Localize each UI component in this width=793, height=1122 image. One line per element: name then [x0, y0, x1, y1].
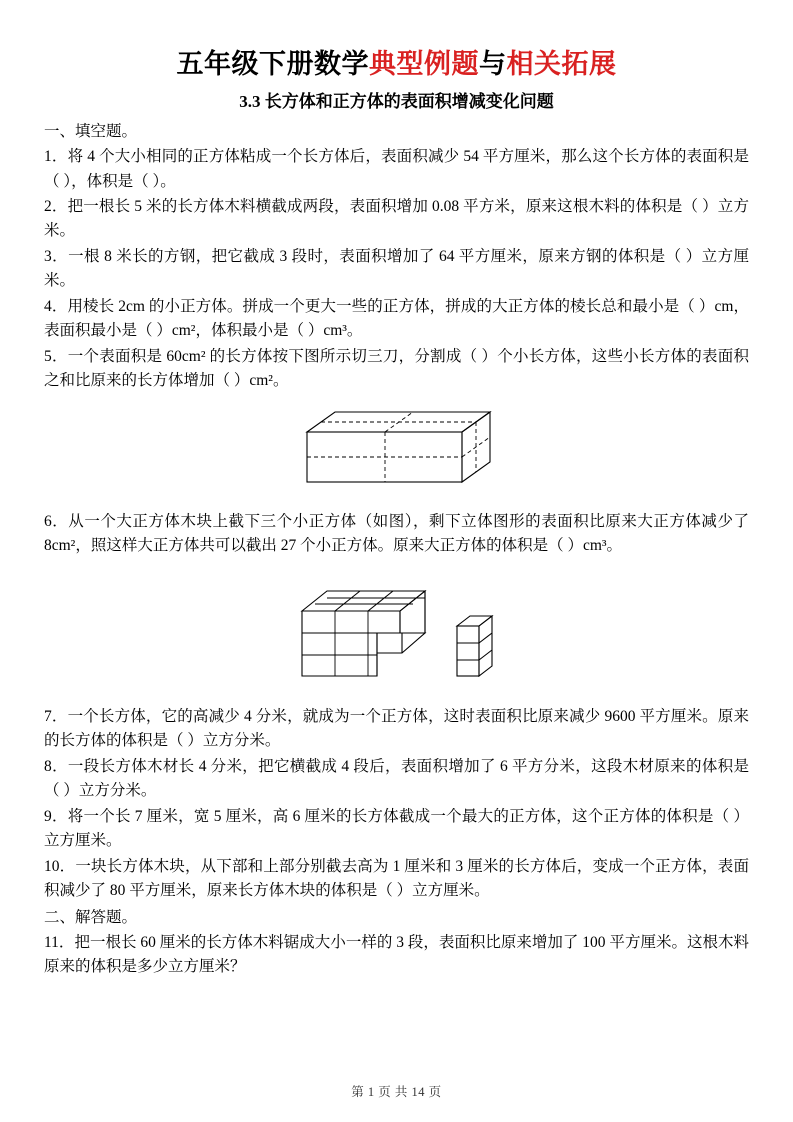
question-1-text: 将 4 个大小相同的正方体粘成一个长方体后，表面积减少 54 平方厘米，那么这个长方体的表面积是（ ），体积是（ ）。 — [44, 148, 749, 190]
question-7-text: 一个长方体，它的高减少 4 分米，就成为一个正方体，这时表面积比原来减少 9600 平方厘米。原来的长方体的体积是（ ）立方分米。 — [44, 707, 749, 750]
question-7 — [44, 705, 749, 754]
cube-cut-diagram-svg — [282, 571, 512, 693]
question-9-number: 9． — [44, 807, 68, 825]
question-9-text: 将一个长 7 厘米，宽 5 厘米，高 6 厘米的长方体截成一个最大的正方体，这个正方体的体积是（ ）立方厘米。 — [44, 807, 749, 850]
page-subtitle: 3.3 长方体和正方体的表面积增减变化问题 — [239, 92, 554, 111]
question-3-number: 3． — [44, 247, 69, 265]
question-1 — [44, 145, 749, 194]
question-8 — [44, 755, 749, 804]
cuboid-diagram-svg — [297, 406, 497, 498]
question-11-text: 把一根长 60 厘米的长方体木料锯成大小一样的 3 段，表面积比原来增加了 100 平方厘米。这根木料原来的体积是多少立方厘米？ — [44, 933, 749, 976]
question-4 — [44, 295, 749, 344]
question-7-number: 7． — [44, 707, 68, 725]
question-11-number: 11． — [44, 933, 75, 951]
section-heading-solve-problems: 二、解答题。 — [44, 908, 138, 926]
figure-large-cube-with-cut-small-cubes — [44, 569, 749, 695]
question-5-number: 5． — [44, 347, 68, 365]
page-title — [44, 42, 749, 81]
question-2-number: 2． — [44, 197, 68, 215]
question-10 — [44, 855, 749, 904]
question-10-text: 一块长方体木块，从下部和上部分别截去高为 1 厘米和 3 厘米的长方体后，变成一个正方体，表面积减少了 80 平方厘米，原来长方体木块的体积是（ ）立方厘米。 — [44, 857, 749, 900]
question-6-number: 6． — [44, 512, 69, 530]
title-part-2: 典型例题 — [369, 49, 479, 79]
question-3-text: 一根 8 米长的方钢，把它截成 3 段时，表面积增加了 64 平方厘米，原来方钢的体积是（ ）立方厘米。 — [44, 247, 749, 290]
question-2 — [44, 195, 749, 244]
question-2-text: 把一根长 5 米的长方体木料横截成两段，表面积增加 0.08 平方米，原来这根木料的体积是（ ）立方米。 — [44, 197, 749, 240]
figure-cuboid-cut-three-slices — [44, 404, 749, 500]
title-part-1: 五年级下册数学 — [176, 49, 369, 79]
question-11 — [44, 931, 749, 980]
section-heading-fill-in-blanks: 一、填空题。 — [44, 123, 138, 140]
question-1-number: 1． — [44, 148, 68, 166]
title-part-4: 相关拓展 — [506, 49, 617, 79]
question-8-number: 8． — [44, 757, 68, 775]
question-6 — [44, 510, 749, 559]
question-9 — [44, 805, 749, 854]
question-3 — [44, 245, 749, 294]
question-5 — [44, 345, 749, 394]
title-part-3: 与 — [479, 49, 507, 79]
question-5-text: 一个表面积是 60cm² 的长方体按下图所示切三刀，分割成（ ）个小长方体，这些小长方体的表面积之和比原来的长方体增加（ ）cm²。 — [44, 347, 749, 390]
question-4-number: 4． — [44, 297, 68, 315]
question-6-text: 从一个大正方体木块上截下三个小正方体（如图），剩下立体图形的表面积比原来大正方体减少了 8cm²，照这样大正方体共可以截出 27 个小正方体。原来大正方体的体积是（ ）cm³。 — [44, 512, 749, 555]
question-10-number: 10． — [44, 857, 76, 875]
page-footer: 第 1 页 共 14 页 — [351, 1085, 442, 1099]
question-4-text: 用棱长 2cm 的小正方体。拼成一个更大一些的正方体，拼成的大正方体的棱长总和最小是（ ）cm，表面积最小是（ ）cm²，体积最小是（ ）cm³。 — [44, 297, 749, 340]
question-8-text: 一段长方体木材长 4 分米，把它横截成 4 段后，表面积增加了 6 平方分米，这段木材原来的体积是（ ）立方分米。 — [44, 757, 749, 800]
